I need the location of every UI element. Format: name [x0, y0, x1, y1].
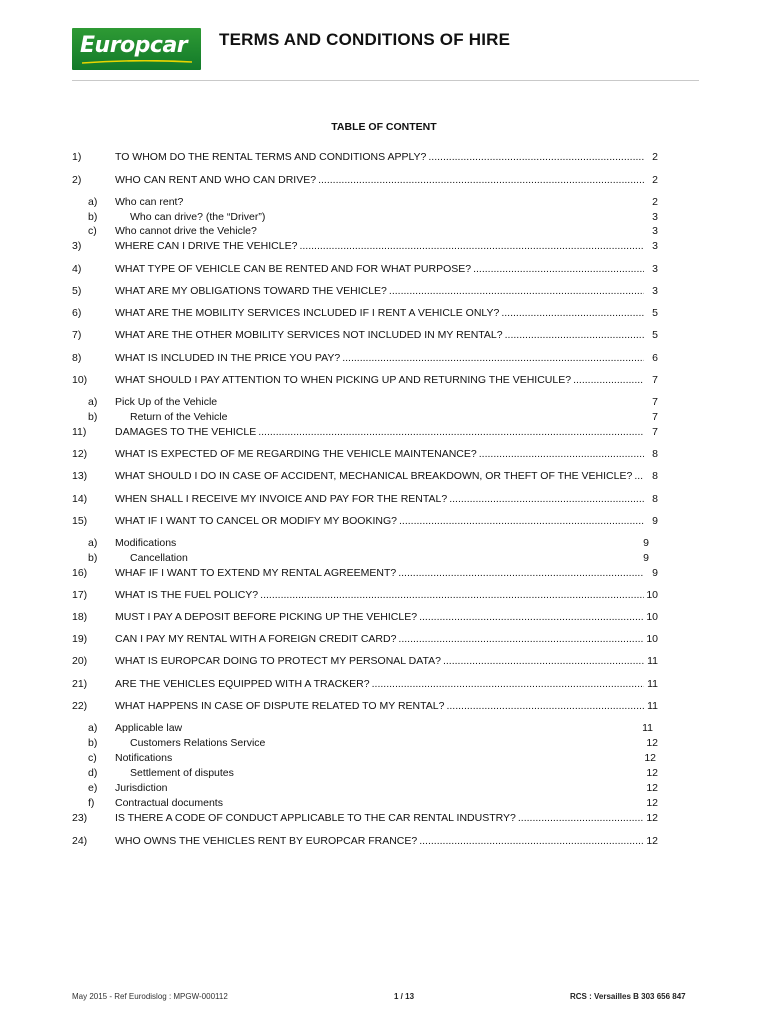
toc-subentry[interactable]	[72, 395, 658, 409]
toc-entry-title-line	[115, 834, 644, 848]
toc-page-number: 7	[652, 396, 658, 408]
toc-entry-title-line	[115, 425, 644, 439]
document-title: TERMS AND CONDITIONS OF HIRE	[219, 30, 511, 49]
toc-page-number: 7	[652, 426, 658, 438]
logo-swoosh-icon	[82, 60, 192, 64]
toc-entry-title-line	[115, 610, 644, 624]
toc-entry[interactable]	[72, 284, 658, 298]
toc-entry-title-line	[115, 811, 644, 825]
toc-entry-number: b)	[88, 211, 98, 223]
toc-entry-number: b)	[88, 737, 98, 749]
toc-page-number: 10	[646, 589, 658, 601]
toc-dot-leader	[258, 425, 644, 439]
toc-subentry[interactable]	[72, 224, 658, 238]
toc-page-number: 3	[652, 263, 658, 275]
toc-entry-number: d)	[88, 767, 98, 779]
toc-entry[interactable]	[72, 654, 658, 668]
toc-dot-leader	[372, 677, 644, 691]
toc-entry[interactable]	[72, 173, 658, 187]
toc-entry[interactable]	[72, 588, 658, 602]
toc-entry-title: TO WHOM DO THE RENTAL TERMS AND CONDITIONS APPLY?	[115, 151, 427, 163]
toc-entry-title-line	[115, 677, 644, 691]
toc-dot-leader	[449, 492, 644, 506]
toc-entry-title-line	[115, 492, 644, 506]
toc-page-number: 5	[652, 329, 658, 341]
toc-subentry[interactable]	[72, 536, 658, 550]
toc-dot-leader	[501, 306, 644, 320]
toc-dot-leader	[428, 150, 644, 164]
toc-subentry-title: Notifications	[115, 752, 173, 764]
toc-entry-number: 11)	[72, 426, 87, 438]
toc-entry-title: WHAT SHOULD I DO IN CASE OF ACCIDENT, MECHANICAL BREAKDOWN, OR THEFT OF THE VEHICLE?	[115, 470, 633, 482]
toc-entry-number: 19)	[72, 633, 88, 645]
toc-page-number: 5	[652, 307, 658, 319]
toc-page-number: 2	[652, 174, 658, 186]
toc-entry-title: WHAT IS THE FUEL POLICY?	[115, 589, 259, 601]
toc-subentry[interactable]	[72, 551, 658, 565]
toc-dot-leader	[446, 699, 644, 713]
toc-entry[interactable]	[72, 677, 658, 691]
toc-entry-title: WHAT TYPE OF VEHICLE CAN BE RENTED AND FOR WHAT PURPOSE?	[115, 263, 472, 275]
toc-page-number: 9	[643, 537, 649, 549]
toc-entry-number: 13)	[72, 470, 88, 482]
toc-page-number: 12	[646, 797, 658, 809]
toc-page-number: 3	[652, 285, 658, 297]
toc-entry[interactable]	[72, 699, 658, 713]
toc-entry-number: 20)	[72, 655, 88, 667]
toc-entry-title-line	[115, 654, 644, 668]
toc-entry-title: WHAT HAPPENS IN CASE OF DISPUTE RELATED TO MY RENTAL?	[115, 700, 445, 712]
toc-entry-number: 8)	[72, 352, 82, 364]
toc-subentry[interactable]	[72, 781, 658, 795]
toc-subentry-title: Who can drive? (the “Driver”)	[130, 211, 266, 223]
toc-entry-title: WHAT IS EUROPCAR DOING TO PROTECT MY PERSONAL DATA?	[115, 655, 441, 667]
toc-subentry[interactable]	[72, 751, 658, 765]
toc-entry-title: ARE THE VEHICLES EQUIPPED WITH A TRACKER?	[115, 678, 370, 690]
toc-dot-leader	[398, 566, 644, 580]
toc-dot-leader	[443, 654, 644, 668]
toc-subentry-title: Settlement of disputes	[130, 767, 234, 779]
toc-entry-number: 21)	[72, 678, 88, 690]
toc-entry-title: WHERE CAN I DRIVE THE VEHICLE?	[115, 240, 298, 252]
toc-page-number: 3	[652, 211, 658, 223]
footer-page-number: 1 / 13	[394, 992, 415, 1001]
toc-entry-number: f)	[88, 797, 95, 809]
toc-entry-number: b)	[88, 552, 98, 564]
toc-subentry[interactable]	[72, 410, 658, 424]
toc-subentry-title: Who cannot drive the Vehicle?	[115, 225, 257, 237]
toc-entry-number: 14)	[72, 493, 88, 505]
toc-entry[interactable]	[72, 262, 658, 276]
toc-subentry[interactable]	[72, 796, 658, 810]
toc-entry-number: 16)	[72, 567, 88, 579]
toc-dot-leader	[389, 284, 644, 298]
toc-entry[interactable]	[72, 447, 658, 461]
toc-entry-title-line	[115, 632, 644, 646]
footer-reference: May 2015 - Ref Eurodislog : MPGW-000112	[72, 992, 228, 1001]
toc-entry-title: WHAF IF I WANT TO EXTEND MY RENTAL AGREEMENT?	[115, 567, 397, 579]
toc-entry[interactable]	[72, 328, 658, 342]
toc-entry-title-line	[115, 150, 644, 164]
toc-subentry-title: Cancellation	[130, 552, 188, 564]
toc-page-number: 10	[646, 611, 658, 623]
toc-entry-title: WHAT ARE THE MOBILITY SERVICES INCLUDED IF I RENT A VEHICLE ONLY?	[115, 307, 500, 319]
toc-page-number: 2	[652, 196, 658, 208]
toc-dot-leader	[419, 834, 644, 848]
toc-dot-leader	[473, 262, 644, 276]
toc-entry-number: 7)	[72, 329, 82, 341]
toc-dot-leader	[634, 469, 644, 483]
toc-entry-title: WHEN SHALL I RECEIVE MY INVOICE AND PAY FOR THE RENTAL?	[115, 493, 448, 505]
toc-entry-title-line	[115, 328, 644, 342]
toc-subentry[interactable]	[72, 210, 658, 224]
toc-page-number: 9	[652, 567, 658, 579]
toc-entry-title-line	[115, 306, 644, 320]
toc-subentry[interactable]	[72, 736, 658, 750]
toc-subentry-title: Applicable law	[115, 722, 183, 734]
toc-entry-number: a)	[88, 196, 98, 208]
toc-page-number: 10	[646, 633, 658, 645]
toc-subentry-title: Customers Relations Service	[130, 737, 266, 749]
toc-dot-leader	[419, 610, 644, 624]
toc-entry[interactable]	[72, 469, 658, 483]
toc-dot-leader	[299, 239, 644, 253]
toc-subentry-title: Who can rent?	[115, 196, 184, 208]
toc-page-number: 7	[652, 374, 658, 386]
toc-page-number: 2	[652, 151, 658, 163]
toc-entry-title-line	[115, 588, 644, 602]
toc-subentry[interactable]	[72, 195, 658, 209]
toc-entry-number: 10)	[72, 374, 88, 386]
toc-entry[interactable]	[72, 351, 658, 365]
toc-entry-title: WHAT ARE THE OTHER MOBILITY SERVICES NOT INCLUDED IN MY RENTAL?	[115, 329, 503, 341]
toc-entry-number: 24)	[72, 835, 88, 847]
toc-entry-title: WHO CAN RENT AND WHO CAN DRIVE?	[115, 174, 317, 186]
toc-entry[interactable]	[72, 373, 658, 387]
toc-entry-title-line	[115, 284, 644, 298]
toc-entry-number: a)	[88, 537, 98, 549]
toc-entry-title: MUST I PAY A DEPOSIT BEFORE PICKING UP THE VEHICLE?	[115, 611, 418, 623]
toc-entry-number: 3)	[72, 240, 82, 252]
toc-dot-leader	[318, 173, 644, 187]
toc-entry[interactable]	[72, 492, 658, 506]
toc-page-number: 12	[646, 782, 658, 794]
toc-subentry-title: Pick Up of the Vehicle	[115, 396, 218, 408]
toc-entry-number: 17)	[72, 589, 88, 601]
toc-entry-title: WHAT SHOULD I PAY ATTENTION TO WHEN PICKING UP AND RETURNING THE VEHICULE?	[115, 374, 572, 386]
toc-entry-title: WHAT ARE MY OBLIGATIONS TOWARD THE VEHICLE?	[115, 285, 387, 297]
toc-page-number: 12	[646, 767, 658, 779]
toc-entry-title: WHAT IF I WANT TO CANCEL OR MODIFY MY BOOKING?	[115, 515, 397, 527]
toc-entry-number: 12)	[72, 448, 88, 460]
toc-page-number: 11	[642, 722, 653, 734]
toc-page-number: 3	[652, 240, 658, 252]
toc-entry-number: c)	[88, 225, 97, 237]
toc-entry-number: 23)	[72, 812, 88, 824]
toc-entry-title: IS THERE A CODE OF CONDUCT APPLICABLE TO THE CAR RENTAL INDUSTRY?	[115, 812, 516, 824]
toc-entry[interactable]	[72, 150, 658, 164]
toc-entry-title-line	[115, 699, 644, 713]
toc-page-number: 9	[652, 515, 658, 527]
toc-dot-leader	[573, 373, 644, 387]
toc-dot-leader	[505, 328, 644, 342]
toc-entry-title: DAMAGES TO THE VEHICLE	[115, 426, 257, 438]
toc-page-number: 8	[652, 470, 658, 482]
toc-entry-title-line	[115, 447, 644, 461]
toc-entry-number: c)	[88, 752, 97, 764]
footer-registration: RCS : Versailles B 303 656 847	[570, 992, 686, 1001]
toc-entry-title-line	[115, 239, 644, 253]
toc-dot-leader	[518, 811, 644, 825]
toc-entry[interactable]	[72, 811, 658, 825]
toc-entry-number: 4)	[72, 263, 82, 275]
toc-entry-number: 2)	[72, 174, 82, 186]
toc-subentry[interactable]	[72, 766, 658, 780]
toc-page-number: 12	[646, 812, 658, 824]
logo-wordmark: Europcar	[80, 33, 188, 58]
toc-subentry-title: Modifications	[115, 537, 177, 549]
toc-entry[interactable]	[72, 425, 658, 439]
toc-dot-leader	[342, 351, 644, 365]
toc-entry-number: 6)	[72, 307, 82, 319]
toc-entry-title: CAN I PAY MY RENTAL WITH A FOREIGN CREDIT CARD?	[115, 633, 397, 645]
toc-page-number: 3	[652, 225, 658, 237]
toc-entry-number: e)	[88, 782, 98, 794]
toc-entry-number: b)	[88, 411, 98, 423]
toc-page-number: 8	[652, 493, 658, 505]
toc-entry-number: 5)	[72, 285, 82, 297]
toc-page-number: 12	[646, 835, 658, 847]
toc-entry-number: 1)	[72, 151, 82, 163]
toc-dot-leader	[260, 588, 644, 602]
toc-page-number: 9	[643, 552, 649, 564]
toc-subentry-title: Contractual documents	[115, 797, 223, 809]
toc-entry[interactable]	[72, 632, 658, 646]
toc-entry-title-line	[115, 469, 644, 483]
toc-entry-number: 18)	[72, 611, 88, 623]
toc-subentry[interactable]	[72, 721, 658, 735]
europcar-logo	[72, 28, 201, 70]
toc-entry-title: WHAT IS EXPECTED OF ME REGARDING THE VEHICLE MAINTENANCE?	[115, 448, 477, 460]
toc-page-number: 8	[652, 448, 658, 460]
toc-page-number: 11	[647, 678, 658, 690]
toc-entry-title-line	[115, 566, 644, 580]
toc-page-number: 7	[652, 411, 658, 423]
toc-entry-title: WHO OWNS THE VEHICLES RENT BY EUROPCAR FRANCE?	[115, 835, 418, 847]
toc-page-number: 12	[644, 752, 656, 764]
toc-dot-leader	[398, 632, 644, 646]
toc-entry[interactable]	[72, 566, 658, 580]
toc-entry-title-line	[115, 514, 644, 528]
toc-entry-number: 15)	[72, 515, 88, 527]
toc-page-number: 11	[647, 655, 658, 667]
header-divider	[72, 80, 699, 81]
toc-entry[interactable]	[72, 834, 658, 848]
toc-entry[interactable]	[72, 239, 658, 253]
toc-entry-title: WHAT IS INCLUDED IN THE PRICE YOU PAY?	[115, 352, 341, 364]
toc-dot-leader	[479, 447, 644, 461]
toc-entry-number: a)	[88, 722, 98, 734]
toc-page-number: 12	[646, 737, 658, 749]
toc-entry[interactable]	[72, 514, 658, 528]
toc-heading: TABLE OF CONTENT	[331, 121, 437, 133]
toc-entry-number: 22)	[72, 700, 88, 712]
toc-entry-title-line	[115, 262, 644, 276]
toc-entry[interactable]	[72, 306, 658, 320]
toc-subentry-title: Return of the Vehicle	[130, 411, 228, 423]
toc-entry-title-line	[115, 173, 644, 187]
toc-entry-number: a)	[88, 396, 98, 408]
toc-entry-title-line	[115, 373, 644, 387]
toc-entry[interactable]	[72, 610, 658, 624]
toc-page-number: 11	[647, 700, 658, 712]
toc-subentry-title: Jurisdiction	[115, 782, 168, 794]
toc-dot-leader	[399, 514, 644, 528]
toc-entry-title-line	[115, 351, 644, 365]
toc-page-number: 6	[652, 352, 658, 364]
